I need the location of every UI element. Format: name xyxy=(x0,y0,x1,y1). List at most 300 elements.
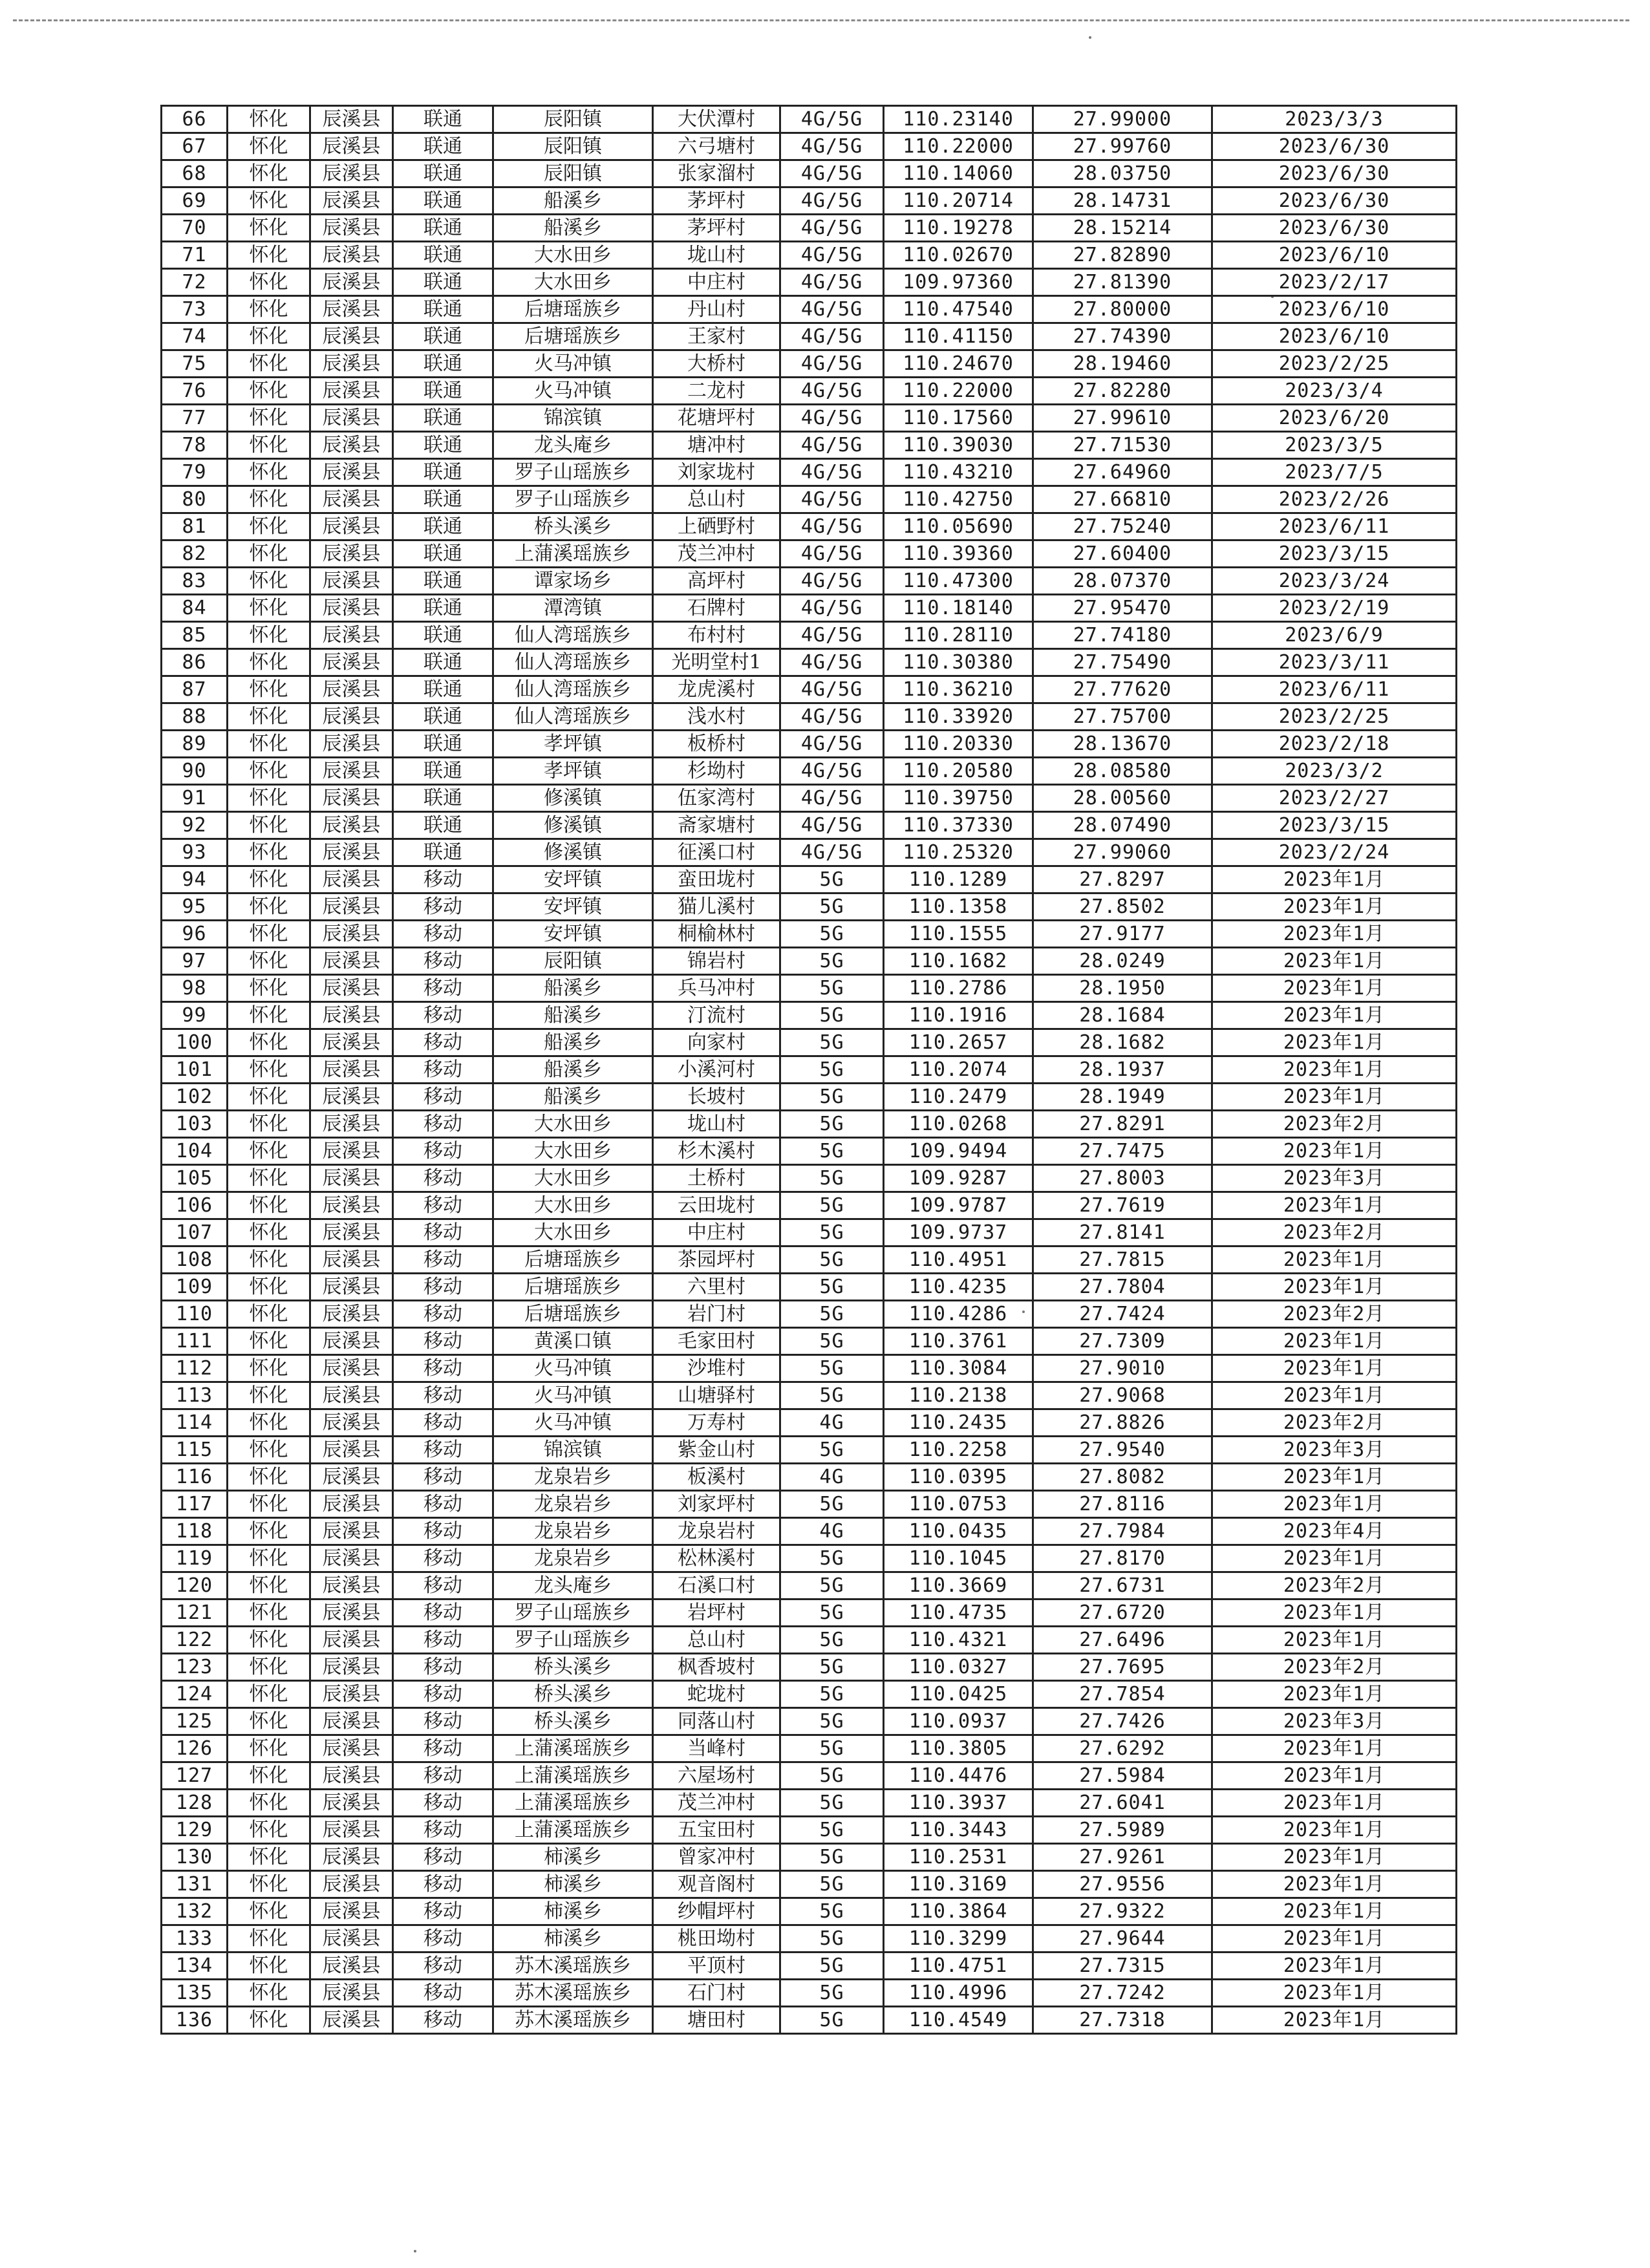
cell-longitude: 110.0425 xyxy=(884,1681,1033,1708)
cell-latitude: 27.8141 xyxy=(1033,1219,1212,1246)
cell-county: 辰溪县 xyxy=(310,948,393,975)
cell-date: 2023/3/5 xyxy=(1212,432,1457,459)
cell-latitude: 27.74180 xyxy=(1033,622,1212,649)
cell-longitude: 110.1289 xyxy=(884,866,1033,893)
table-row xyxy=(162,323,1457,350)
cell-county: 辰溪县 xyxy=(310,1627,393,1654)
table-row xyxy=(162,975,1457,1002)
cell-latitude: 27.80000 xyxy=(1033,296,1212,323)
cell-village: 垅山村 xyxy=(653,242,780,269)
cell-date: 2023/2/27 xyxy=(1212,785,1457,812)
cell-network-type: 4G/5G xyxy=(780,486,884,513)
cell-county: 辰溪县 xyxy=(310,1464,393,1491)
cell-city: 怀化 xyxy=(228,1138,310,1165)
cell-latitude: 27.77620 xyxy=(1033,676,1212,703)
cell-township: 辰阳镇 xyxy=(493,133,653,160)
cell-latitude: 27.81390 xyxy=(1033,269,1212,296)
cell-network-type: 5G xyxy=(780,893,884,921)
table-row xyxy=(162,921,1457,948)
cell-city: 怀化 xyxy=(228,703,310,731)
cell-operator: 移动 xyxy=(393,1599,493,1627)
cell-longitude: 110.24670 xyxy=(884,350,1033,378)
cell-longitude: 110.41150 xyxy=(884,323,1033,350)
cell-latitude: 27.5984 xyxy=(1033,1762,1212,1790)
cell-latitude: 27.9556 xyxy=(1033,1871,1212,1898)
table-row xyxy=(162,1491,1457,1518)
cell-longitude: 110.4286 xyxy=(884,1301,1033,1328)
cell-city: 怀化 xyxy=(228,405,310,432)
cell-network-type: 4G/5G xyxy=(780,758,884,785)
cell-city: 怀化 xyxy=(228,187,310,215)
cell-longitude: 110.20580 xyxy=(884,758,1033,785)
cell-city: 怀化 xyxy=(228,1871,310,1898)
cell-village: 五宝田村 xyxy=(653,1817,780,1844)
cell-village: 板溪村 xyxy=(653,1464,780,1491)
cell-operator: 联通 xyxy=(393,459,493,486)
cell-county: 辰溪县 xyxy=(310,1735,393,1762)
cell-operator: 移动 xyxy=(393,1437,493,1464)
cell-township: 修溪镇 xyxy=(493,785,653,812)
cell-row-number: 128 xyxy=(162,1790,228,1817)
cell-township: 船溪乡 xyxy=(493,1056,653,1084)
cell-row-number: 95 xyxy=(162,893,228,921)
cell-row-number: 72 xyxy=(162,269,228,296)
scan-speck xyxy=(414,2250,416,2252)
cell-operator: 联通 xyxy=(393,133,493,160)
cell-township: 修溪镇 xyxy=(493,839,653,866)
cell-township: 安坪镇 xyxy=(493,893,653,921)
cell-city: 怀化 xyxy=(228,1111,310,1138)
cell-township: 柿溪乡 xyxy=(493,1871,653,1898)
cell-county: 辰溪县 xyxy=(310,1219,393,1246)
cell-village: 浅水村 xyxy=(653,703,780,731)
cell-city: 怀化 xyxy=(228,513,310,540)
cell-date: 2023年3月 xyxy=(1212,1165,1457,1192)
cell-village: 光明堂村1 xyxy=(653,649,780,676)
cell-city: 怀化 xyxy=(228,1246,310,1274)
cell-network-type: 5G xyxy=(780,1871,884,1898)
cell-county: 辰溪县 xyxy=(310,1111,393,1138)
cell-county: 辰溪县 xyxy=(310,1029,393,1056)
cell-row-number: 124 xyxy=(162,1681,228,1708)
cell-county: 辰溪县 xyxy=(310,215,393,242)
cell-county: 辰溪县 xyxy=(310,1762,393,1790)
cell-city: 怀化 xyxy=(228,1328,310,1355)
cell-longitude: 110.1682 xyxy=(884,948,1033,975)
cell-date: 2023/6/11 xyxy=(1212,513,1457,540)
cell-city: 怀化 xyxy=(228,1654,310,1681)
cell-village: 二龙村 xyxy=(653,378,780,405)
cell-operator: 移动 xyxy=(393,1002,493,1029)
cell-longitude: 110.47300 xyxy=(884,568,1033,595)
cell-row-number: 105 xyxy=(162,1165,228,1192)
cell-county: 辰溪县 xyxy=(310,568,393,595)
cell-township: 龙泉岩乡 xyxy=(493,1518,653,1545)
cell-city: 怀化 xyxy=(228,378,310,405)
cell-network-type: 5G xyxy=(780,948,884,975)
cell-operator: 联通 xyxy=(393,568,493,595)
cell-latitude: 27.99060 xyxy=(1033,839,1212,866)
cell-latitude: 27.7695 xyxy=(1033,1654,1212,1681)
cell-village: 六弓塘村 xyxy=(653,133,780,160)
cell-city: 怀化 xyxy=(228,568,310,595)
cell-date: 2023/6/10 xyxy=(1212,242,1457,269)
cell-operator: 联通 xyxy=(393,323,493,350)
cell-operator: 联通 xyxy=(393,622,493,649)
cell-city: 怀化 xyxy=(228,1219,310,1246)
cell-village: 塘田村 xyxy=(653,2007,780,2034)
cell-network-type: 5G xyxy=(780,1219,884,1246)
cell-network-type: 5G xyxy=(780,1708,884,1735)
table-row xyxy=(162,1844,1457,1871)
cell-operator: 移动 xyxy=(393,1084,493,1111)
cell-longitude: 110.0435 xyxy=(884,1518,1033,1545)
cell-township: 船溪乡 xyxy=(493,1029,653,1056)
cell-township: 柿溪乡 xyxy=(493,1898,653,1925)
cell-latitude: 27.9644 xyxy=(1033,1925,1212,1952)
cell-operator: 移动 xyxy=(393,948,493,975)
table-row xyxy=(162,839,1457,866)
cell-operator: 移动 xyxy=(393,975,493,1002)
cell-township: 桥头溪乡 xyxy=(493,1708,653,1735)
cell-longitude: 110.37330 xyxy=(884,812,1033,839)
cell-longitude: 110.0395 xyxy=(884,1464,1033,1491)
cell-row-number: 110 xyxy=(162,1301,228,1328)
table-row xyxy=(162,1464,1457,1491)
table-row xyxy=(162,1437,1457,1464)
cell-date: 2023/2/19 xyxy=(1212,595,1457,622)
cell-row-number: 82 xyxy=(162,540,228,568)
table-row xyxy=(162,106,1457,133)
cell-latitude: 28.1937 xyxy=(1033,1056,1212,1084)
cell-longitude: 109.9287 xyxy=(884,1165,1033,1192)
cell-latitude: 28.1682 xyxy=(1033,1029,1212,1056)
cell-village: 汀流村 xyxy=(653,1002,780,1029)
cell-longitude: 110.2074 xyxy=(884,1056,1033,1084)
cell-city: 怀化 xyxy=(228,839,310,866)
cell-longitude: 110.1358 xyxy=(884,893,1033,921)
cell-latitude: 27.74390 xyxy=(1033,323,1212,350)
table-row xyxy=(162,1980,1457,2007)
cell-county: 辰溪县 xyxy=(310,1437,393,1464)
cell-city: 怀化 xyxy=(228,1817,310,1844)
cell-operator: 移动 xyxy=(393,1328,493,1355)
table-row xyxy=(162,1165,1457,1192)
cell-row-number: 127 xyxy=(162,1762,228,1790)
cell-longitude: 110.20714 xyxy=(884,187,1033,215)
cell-date: 2023年1月 xyxy=(1212,1627,1457,1654)
cell-row-number: 101 xyxy=(162,1056,228,1084)
cell-latitude: 27.7242 xyxy=(1033,1980,1212,2007)
cell-township: 龙头庵乡 xyxy=(493,432,653,459)
cell-date: 2023年1月 xyxy=(1212,1491,1457,1518)
cell-network-type: 4G/5G xyxy=(780,296,884,323)
cell-city: 怀化 xyxy=(228,1437,310,1464)
cell-latitude: 27.66810 xyxy=(1033,486,1212,513)
cell-latitude: 28.14731 xyxy=(1033,187,1212,215)
cell-township: 龙头庵乡 xyxy=(493,1572,653,1599)
table-row xyxy=(162,893,1457,921)
cell-village: 松林溪村 xyxy=(653,1545,780,1572)
cell-operator: 联通 xyxy=(393,703,493,731)
cell-township: 大水田乡 xyxy=(493,1165,653,1192)
cell-township: 苏木溪瑶族乡 xyxy=(493,1980,653,2007)
cell-network-type: 4G/5G xyxy=(780,513,884,540)
cell-row-number: 89 xyxy=(162,731,228,758)
cell-latitude: 27.8170 xyxy=(1033,1545,1212,1572)
cell-township: 辰阳镇 xyxy=(493,948,653,975)
cell-network-type: 5G xyxy=(780,1355,884,1382)
cell-township: 柿溪乡 xyxy=(493,1925,653,1952)
cell-township: 后塘瑶族乡 xyxy=(493,1301,653,1328)
cell-city: 怀化 xyxy=(228,432,310,459)
cell-village: 大伏潭村 xyxy=(653,106,780,133)
table-row xyxy=(162,1545,1457,1572)
cell-network-type: 4G/5G xyxy=(780,703,884,731)
cell-township: 锦滨镇 xyxy=(493,405,653,432)
cell-operator: 联通 xyxy=(393,378,493,405)
cell-township: 大水田乡 xyxy=(493,1219,653,1246)
cell-county: 辰溪县 xyxy=(310,1871,393,1898)
cell-township: 谭家场乡 xyxy=(493,568,653,595)
cell-network-type: 4G xyxy=(780,1464,884,1491)
cell-village: 石门村 xyxy=(653,1980,780,2007)
cell-longitude: 110.0268 xyxy=(884,1111,1033,1138)
cell-date: 2023年1月 xyxy=(1212,1871,1457,1898)
cell-city: 怀化 xyxy=(228,731,310,758)
cell-network-type: 4G/5G xyxy=(780,323,884,350)
cell-county: 辰溪县 xyxy=(310,1952,393,1980)
cell-city: 怀化 xyxy=(228,812,310,839)
cell-city: 怀化 xyxy=(228,622,310,649)
table-row xyxy=(162,1328,1457,1355)
table-row xyxy=(162,1084,1457,1111)
cell-row-number: 66 xyxy=(162,106,228,133)
cell-city: 怀化 xyxy=(228,1980,310,2007)
cell-village: 丹山村 xyxy=(653,296,780,323)
cell-city: 怀化 xyxy=(228,160,310,187)
cell-latitude: 27.7854 xyxy=(1033,1681,1212,1708)
cell-date: 2023年1月 xyxy=(1212,1274,1457,1301)
cell-row-number: 99 xyxy=(162,1002,228,1029)
table-row xyxy=(162,432,1457,459)
cell-latitude: 28.07370 xyxy=(1033,568,1212,595)
cell-county: 辰溪县 xyxy=(310,486,393,513)
cell-township: 罗子山瑶族乡 xyxy=(493,1627,653,1654)
cell-network-type: 4G/5G xyxy=(780,785,884,812)
cell-date: 2023年1月 xyxy=(1212,1138,1457,1165)
cell-row-number: 100 xyxy=(162,1029,228,1056)
cell-county: 辰溪县 xyxy=(310,1925,393,1952)
cell-date: 2023年1月 xyxy=(1212,1980,1457,2007)
cell-village: 蛇垅村 xyxy=(653,1681,780,1708)
cell-township: 后塘瑶族乡 xyxy=(493,1274,653,1301)
cell-operator: 移动 xyxy=(393,1898,493,1925)
cell-county: 辰溪县 xyxy=(310,1844,393,1871)
cell-city: 怀化 xyxy=(228,1491,310,1518)
cell-township: 大水田乡 xyxy=(493,242,653,269)
cell-township: 桥头溪乡 xyxy=(493,1681,653,1708)
cell-network-type: 4G/5G xyxy=(780,106,884,133)
cell-operator: 联通 xyxy=(393,812,493,839)
cell-latitude: 27.7309 xyxy=(1033,1328,1212,1355)
cell-date: 2023年1月 xyxy=(1212,1545,1457,1572)
cell-village: 王家村 xyxy=(653,323,780,350)
cell-row-number: 118 xyxy=(162,1518,228,1545)
cell-latitude: 27.75700 xyxy=(1033,703,1212,731)
cell-township: 仙人湾瑶族乡 xyxy=(493,676,653,703)
cell-city: 怀化 xyxy=(228,1165,310,1192)
cell-county: 辰溪县 xyxy=(310,1002,393,1029)
cell-date: 2023年1月 xyxy=(1212,1464,1457,1491)
cell-county: 辰溪县 xyxy=(310,1599,393,1627)
cell-network-type: 5G xyxy=(780,1844,884,1871)
cell-township: 潭湾镇 xyxy=(493,595,653,622)
cell-county: 辰溪县 xyxy=(310,595,393,622)
cell-latitude: 27.75490 xyxy=(1033,649,1212,676)
cell-village: 山塘驿村 xyxy=(653,1382,780,1409)
cell-longitude: 110.3299 xyxy=(884,1925,1033,1952)
cell-village: 向家村 xyxy=(653,1029,780,1056)
cell-network-type: 4G/5G xyxy=(780,676,884,703)
cell-date: 2023年1月 xyxy=(1212,1844,1457,1871)
cell-township: 大水田乡 xyxy=(493,1192,653,1219)
cell-longitude: 110.0937 xyxy=(884,1708,1033,1735)
cell-village: 茅坪村 xyxy=(653,215,780,242)
cell-row-number: 84 xyxy=(162,595,228,622)
cell-longitude: 110.4951 xyxy=(884,1246,1033,1274)
cell-longitude: 110.1916 xyxy=(884,1002,1033,1029)
cell-latitude: 28.15214 xyxy=(1033,215,1212,242)
cell-city: 怀化 xyxy=(228,1545,310,1572)
cell-city: 怀化 xyxy=(228,1952,310,1980)
cell-longitude: 110.1045 xyxy=(884,1545,1033,1572)
cell-network-type: 5G xyxy=(780,1599,884,1627)
cell-longitude: 110.4235 xyxy=(884,1274,1033,1301)
table-row xyxy=(162,1599,1457,1627)
cell-operator: 联通 xyxy=(393,350,493,378)
cell-city: 怀化 xyxy=(228,1464,310,1491)
cell-operator: 移动 xyxy=(393,1627,493,1654)
cell-county: 辰溪县 xyxy=(310,1274,393,1301)
cell-county: 辰溪县 xyxy=(310,1790,393,1817)
cell-network-type: 5G xyxy=(780,1817,884,1844)
cell-longitude: 110.33920 xyxy=(884,703,1033,731)
cell-village: 长坡村 xyxy=(653,1084,780,1111)
cell-operator: 移动 xyxy=(393,893,493,921)
cell-village: 平顶村 xyxy=(653,1952,780,1980)
cell-row-number: 119 xyxy=(162,1545,228,1572)
cell-date: 2023/6/10 xyxy=(1212,296,1457,323)
cell-row-number: 67 xyxy=(162,133,228,160)
cell-operator: 联通 xyxy=(393,215,493,242)
cell-latitude: 28.0249 xyxy=(1033,948,1212,975)
cell-county: 辰溪县 xyxy=(310,1572,393,1599)
cell-city: 怀化 xyxy=(228,1518,310,1545)
cell-date: 2023年4月 xyxy=(1212,1518,1457,1545)
cell-operator: 联通 xyxy=(393,187,493,215)
cell-date: 2023年2月 xyxy=(1212,1111,1457,1138)
cell-operator: 移动 xyxy=(393,1518,493,1545)
cell-row-number: 85 xyxy=(162,622,228,649)
cell-city: 怀化 xyxy=(228,1844,310,1871)
cell-township: 火马冲镇 xyxy=(493,1382,653,1409)
cell-operator: 移动 xyxy=(393,1980,493,2007)
cell-county: 辰溪县 xyxy=(310,350,393,378)
cell-date: 2023/6/11 xyxy=(1212,676,1457,703)
table-row xyxy=(162,948,1457,975)
cell-latitude: 28.1684 xyxy=(1033,1002,1212,1029)
table-row xyxy=(162,1301,1457,1328)
cell-date: 2023/3/2 xyxy=(1212,758,1457,785)
cell-village: 观音阁村 xyxy=(653,1871,780,1898)
cell-date: 2023年2月 xyxy=(1212,1654,1457,1681)
cell-township: 火马冲镇 xyxy=(493,350,653,378)
cell-row-number: 109 xyxy=(162,1274,228,1301)
cell-village: 枫香坡村 xyxy=(653,1654,780,1681)
cell-city: 怀化 xyxy=(228,350,310,378)
cell-network-type: 5G xyxy=(780,1572,884,1599)
cell-latitude: 27.95470 xyxy=(1033,595,1212,622)
table-row xyxy=(162,215,1457,242)
cell-county: 辰溪县 xyxy=(310,1328,393,1355)
cell-row-number: 93 xyxy=(162,839,228,866)
cell-longitude: 110.28110 xyxy=(884,622,1033,649)
cell-city: 怀化 xyxy=(228,1409,310,1437)
cell-city: 怀化 xyxy=(228,1056,310,1084)
cell-longitude: 110.19278 xyxy=(884,215,1033,242)
cell-longitude: 110.18140 xyxy=(884,595,1033,622)
cell-latitude: 27.9540 xyxy=(1033,1437,1212,1464)
cell-date: 2023/2/24 xyxy=(1212,839,1457,866)
cell-network-type: 5G xyxy=(780,1925,884,1952)
table-row xyxy=(162,1654,1457,1681)
cell-longitude: 110.2479 xyxy=(884,1084,1033,1111)
table-row xyxy=(162,1246,1457,1274)
cell-operator: 联通 xyxy=(393,595,493,622)
cell-latitude: 27.9010 xyxy=(1033,1355,1212,1382)
cell-city: 怀化 xyxy=(228,1084,310,1111)
cell-city: 怀化 xyxy=(228,1681,310,1708)
cell-city: 怀化 xyxy=(228,1925,310,1952)
cell-network-type: 4G/5G xyxy=(780,649,884,676)
cell-latitude: 28.03750 xyxy=(1033,160,1212,187)
cell-date: 2023年1月 xyxy=(1212,1735,1457,1762)
cell-latitude: 27.71530 xyxy=(1033,432,1212,459)
cell-latitude: 27.60400 xyxy=(1033,540,1212,568)
cell-county: 辰溪县 xyxy=(310,893,393,921)
cell-village: 石溪口村 xyxy=(653,1572,780,1599)
cell-village: 猫儿溪村 xyxy=(653,893,780,921)
cell-row-number: 111 xyxy=(162,1328,228,1355)
cell-latitude: 27.8291 xyxy=(1033,1111,1212,1138)
cell-network-type: 5G xyxy=(780,1192,884,1219)
cell-township: 火马冲镇 xyxy=(493,1355,653,1382)
cell-row-number: 136 xyxy=(162,2007,228,2034)
cell-city: 怀化 xyxy=(228,758,310,785)
cell-row-number: 116 xyxy=(162,1464,228,1491)
cell-latitude: 28.07490 xyxy=(1033,812,1212,839)
cell-county: 辰溪县 xyxy=(310,1817,393,1844)
cell-village: 杉坳村 xyxy=(653,758,780,785)
cell-longitude: 110.22000 xyxy=(884,378,1033,405)
cell-township: 罗子山瑶族乡 xyxy=(493,486,653,513)
cell-county: 辰溪县 xyxy=(310,866,393,893)
table-row xyxy=(162,676,1457,703)
cell-village: 布村村 xyxy=(653,622,780,649)
cell-village: 茂兰冲村 xyxy=(653,540,780,568)
cell-network-type: 5G xyxy=(780,1328,884,1355)
